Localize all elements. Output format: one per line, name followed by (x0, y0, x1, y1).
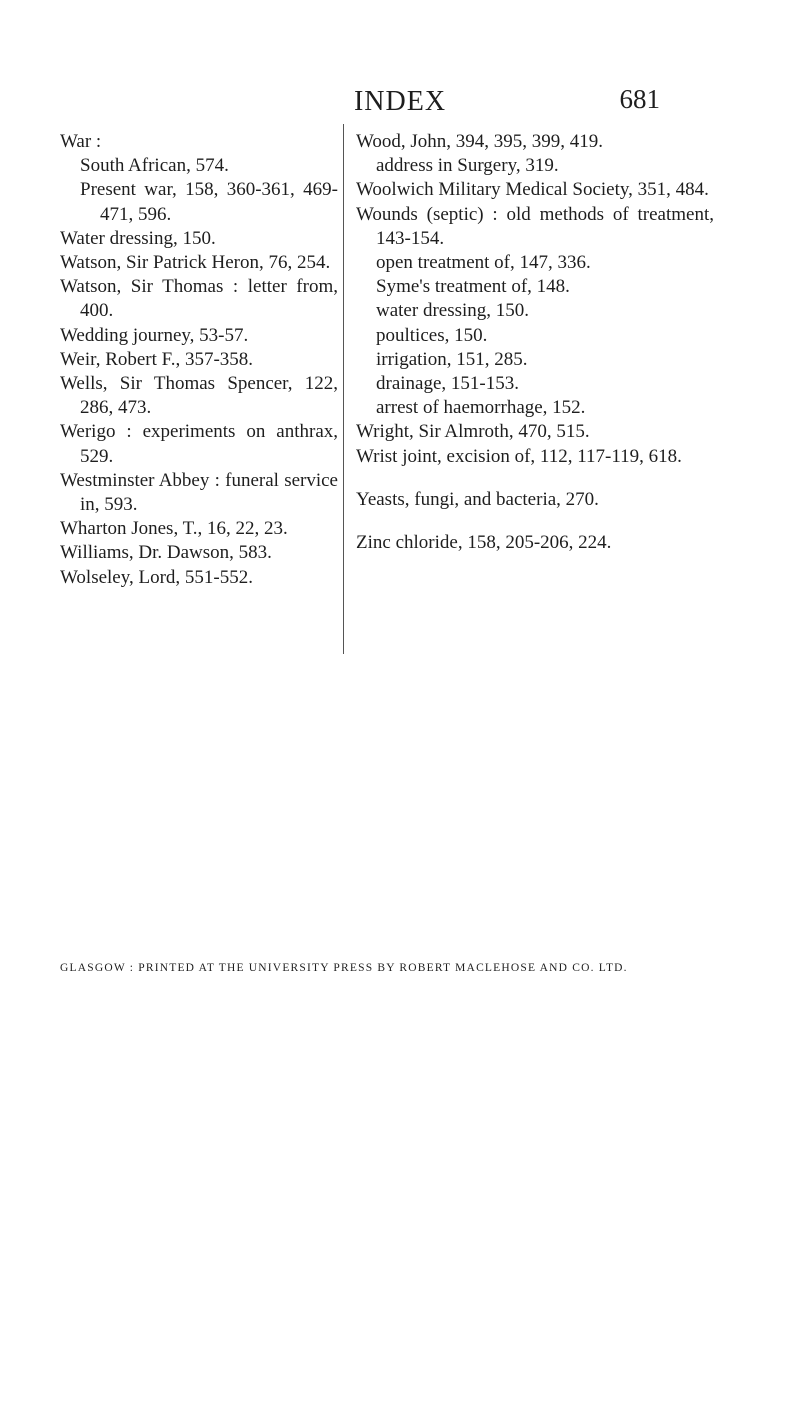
index-subentry: Present war, 158, 360-361, 469-471, 596. (80, 179, 338, 225)
page-header (0, 80, 800, 120)
index-entry: Wells, Sir Thomas Spencer, 122, 286, 473. (60, 373, 338, 419)
index-entry: Wounds (septic) : old methods of treatment, 143-154. (356, 203, 714, 249)
index-entry: Woolwich Military Medical Society, 351, 484. (356, 179, 709, 201)
index-entry: Water dressing, 150. (60, 227, 216, 249)
page-title: INDEX (353, 86, 447, 117)
index-subentry: poultices, 150. (376, 324, 488, 346)
index-entry: Williams, Dr. Dawson, 583. (60, 542, 272, 564)
index-subentry: drainage, 151-153. (376, 373, 519, 395)
index-subentry: arrest of haemorrhage, 152. (376, 397, 586, 419)
index-subentry: water dressing, 150. (376, 300, 530, 322)
index-entry: Weir, Robert F., 357-358. (60, 348, 254, 370)
index-entry: Watson, Sir Patrick Heron, 76, 254. (60, 252, 331, 274)
index-entry: Werigo : experiments on anthrax, 529. (60, 421, 338, 467)
index-entry: Yeasts, fungi, and bacteria, 270. (356, 488, 599, 510)
index-column-right (356, 130, 714, 555)
index-entry: Westminster Abbey : funeral service in, 593. (60, 469, 338, 516)
index-subentry: South African, 574. (80, 155, 229, 177)
index-subentry: address in Surgery, 319. (376, 155, 559, 177)
index-entry: Wrist joint, excision of, 112, 117-119, 618. (356, 445, 682, 467)
column-divider (343, 124, 344, 654)
index-entry: Watson, Sir Thomas : letter from, 400. (60, 276, 338, 322)
index-column-left (60, 130, 338, 590)
index-subentry: Syme's treatment of, 148. (376, 276, 570, 298)
index-entry: Wright, Sir Almroth, 470, 515. (356, 421, 590, 443)
printer-imprint: GLASGOW : PRINTED AT THE UNIVERSITY PRESS BY ROBERT MACLEHOSE AND CO. LTD. (60, 962, 628, 974)
index-subentry: irrigation, 151, 285. (376, 348, 528, 370)
index-entry: Wedding journey, 53-57. (60, 324, 249, 346)
page-number: 681 (619, 84, 660, 114)
index-entry: Wharton Jones, T., 16, 22, 23. (60, 518, 288, 540)
index-entry: Zinc chloride, 158, 205-206, 224. (356, 532, 612, 554)
index-subentry: open treatment of, 147, 336. (376, 252, 591, 274)
index-entry: War : (60, 131, 102, 152)
index-entry: Wood, John, 394, 395, 399, 419. (356, 131, 604, 152)
index-entry: Wolseley, Lord, 551-552. (60, 566, 254, 588)
